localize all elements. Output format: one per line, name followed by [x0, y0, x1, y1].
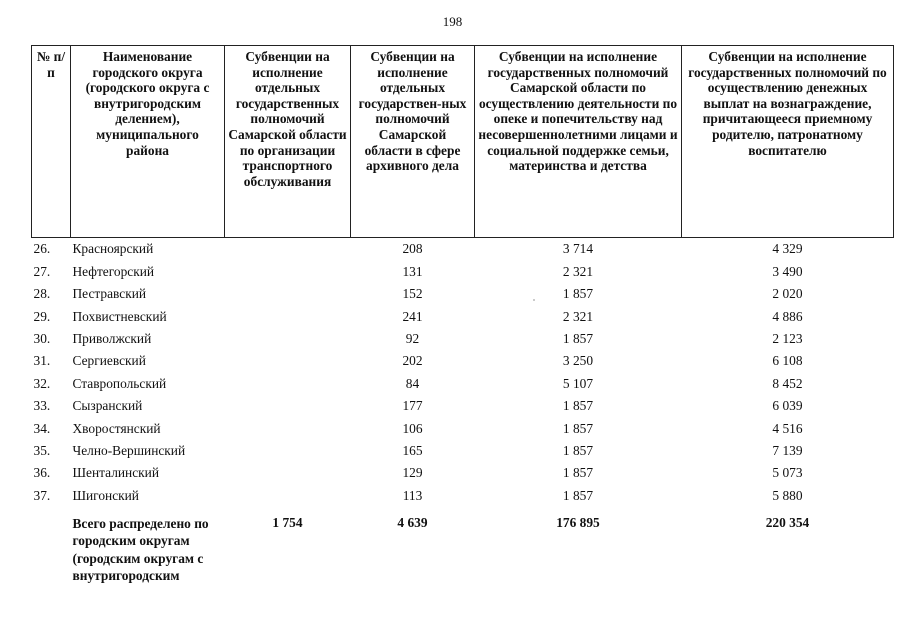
guardianship-value: 1 857: [562, 286, 594, 302]
guardianship-value: 3 714: [562, 241, 594, 257]
row-number: 35.: [33, 442, 51, 458]
guardianship-value: 3 250: [562, 353, 594, 369]
transport-value: [225, 260, 351, 282]
table-row: [32, 260, 894, 282]
total-label: Всего распределено по городским округам (городским округам с внутригородским: [72, 515, 209, 583]
foster-parent-value: 2 123: [772, 330, 803, 346]
transport-value: [225, 305, 351, 327]
archive-value: 129: [402, 465, 423, 481]
foster-parent-value: 5 073: [772, 465, 803, 481]
table-row: [32, 372, 894, 394]
table-body: [32, 238, 894, 585]
row-number: 30.: [33, 330, 51, 346]
total-transport-value: 1 754: [272, 514, 303, 530]
archive-value: 92: [405, 330, 420, 346]
municipality-name: Приволжский: [72, 330, 152, 346]
foster-parent-value: 4 516: [772, 420, 803, 436]
row-number: 27.: [33, 263, 51, 279]
transport-value: [225, 417, 351, 439]
header-transport-subvention: Субвенции на исполнение отдельных государственных полномочий Самарской области по организации транспортного обслуживания: [225, 46, 351, 238]
row-number: 32.: [33, 375, 51, 391]
total-number-cell: [32, 507, 71, 585]
scan-speck: [533, 299, 535, 301]
foster-parent-value: 4 329: [772, 241, 803, 257]
municipality-name: Хворостянский: [72, 420, 161, 436]
municipality-name: Пестравский: [72, 286, 147, 302]
archive-value: 113: [402, 487, 423, 503]
foster-parent-value: 4 886: [772, 308, 803, 324]
foster-parent-value: 2 020: [772, 286, 803, 302]
header-number: № п/п: [32, 46, 71, 238]
header-row: [32, 46, 894, 238]
archive-value: 177: [402, 398, 423, 414]
archive-value: 106: [402, 420, 423, 436]
row-number: 26.: [33, 241, 51, 257]
municipality-name: Ставропольский: [72, 375, 167, 391]
guardianship-value: 1 857: [562, 442, 594, 458]
transport-value: [225, 484, 351, 506]
archive-value: 208: [402, 241, 423, 257]
guardianship-value: 2 321: [562, 263, 594, 279]
transport-value: [225, 283, 351, 305]
header-guardianship-subvention: Субвенции на исполнение государственных полномочий Самарской области по осуществлению деятельности по опеке и попечительству над несовершеннолетними лицами и социальной поддержке семьи, материнства и детства: [475, 46, 682, 238]
table-row: [32, 395, 894, 417]
foster-parent-value: 3 490: [772, 263, 803, 279]
table-row: [32, 350, 894, 372]
total-archive-value: 4 639: [397, 514, 428, 530]
guardianship-value: 5 107: [562, 375, 594, 391]
transport-value: [225, 238, 351, 261]
row-number: 33.: [33, 398, 51, 414]
table-row: [32, 238, 894, 261]
archive-value: 241: [402, 308, 423, 324]
archive-value: 84: [405, 375, 420, 391]
archive-value: 131: [402, 263, 423, 279]
archive-value: 165: [402, 442, 423, 458]
foster-parent-value: 7 139: [772, 442, 803, 458]
foster-parent-value: 6 039: [772, 398, 803, 414]
table-row: [32, 417, 894, 439]
row-number: 28.: [33, 286, 51, 302]
transport-value: [225, 372, 351, 394]
foster-parent-value: 5 880: [772, 487, 803, 503]
total-foster-parent-value: 220 354: [765, 514, 810, 530]
municipality-name: Нефтегорский: [72, 263, 155, 279]
table-row: [32, 328, 894, 350]
total-guardianship-value: 176 895: [556, 514, 600, 530]
header-municipality-name: Наименование городского округа (городского округа с внутригородским делением), муниципального района: [71, 46, 225, 238]
guardianship-value: 2 321: [562, 308, 594, 324]
header-foster-parent-subvention: Субвенции на исполнение государственных полномочий по осуществлению денежных выплат на вознаграждение, причитающееся приемному родителю, патронатному воспитателю: [682, 46, 894, 238]
foster-parent-value: 8 452: [772, 375, 803, 391]
guardianship-value: 1 857: [562, 487, 594, 503]
municipality-name: Шенталинский: [72, 465, 159, 481]
transport-value: [225, 395, 351, 417]
municipality-name: Сергиевский: [72, 353, 146, 369]
archive-value: 202: [402, 353, 423, 369]
archive-value: 152: [402, 286, 423, 302]
row-number: 29.: [33, 308, 51, 324]
guardianship-value: 1 857: [562, 330, 594, 346]
municipality-name: Челно-Вершинский: [72, 442, 186, 458]
transport-value: [225, 440, 351, 462]
municipality-name: Шигонский: [72, 487, 139, 503]
transport-value: [225, 350, 351, 372]
row-number: 36.: [33, 465, 51, 481]
row-number: 37.: [33, 487, 51, 503]
foster-parent-value: 6 108: [772, 353, 803, 369]
table-row: [32, 462, 894, 484]
header-archive-subvention: Субвенции на исполнение отдельных государствен-ных полномочий Самарской области в сфере архивного дела: [351, 46, 475, 238]
total-row: [32, 507, 894, 585]
table-header: [32, 46, 894, 238]
guardianship-value: 1 857: [562, 420, 594, 436]
table-row: [32, 484, 894, 506]
subvention-table: [31, 45, 894, 584]
row-number: 34.: [33, 420, 51, 436]
guardianship-value: 1 857: [562, 398, 594, 414]
table-row: [32, 305, 894, 327]
table-row: [32, 440, 894, 462]
municipality-name: Красноярский: [72, 241, 154, 257]
row-number: 31.: [33, 353, 51, 369]
transport-value: [225, 328, 351, 350]
page-number: 198: [442, 14, 463, 29]
municipality-name: Похвистневский: [72, 308, 167, 324]
guardianship-value: 1 857: [562, 465, 594, 481]
municipality-name: Сызранский: [72, 398, 143, 414]
table-row: [32, 283, 894, 305]
transport-value: [225, 462, 351, 484]
